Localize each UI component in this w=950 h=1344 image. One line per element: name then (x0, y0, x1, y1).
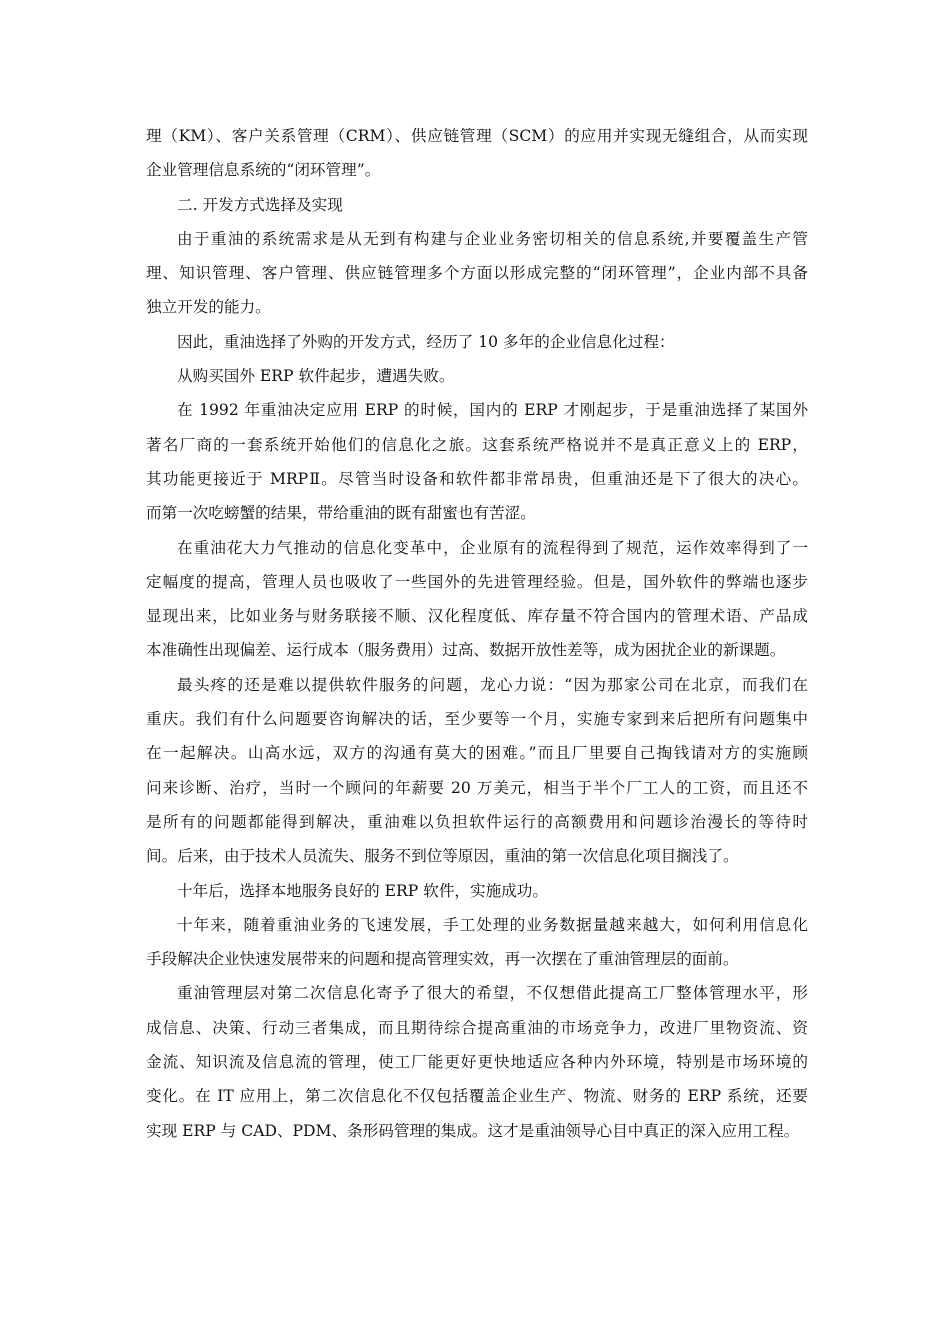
text-line: 而第一次吃螃蟹的结果，带给重油的既有甜蜜也有苦涩。 (146, 504, 536, 523)
text-line: 本准确性出现偏差、运行成本（服务费用）过高、数据开放性差等，成为困扰企业的新课题。 (146, 641, 786, 660)
text-line: 金流、知识流及信息流的管理，使工厂能更好更快地适应各种内外环境，特别是市场环境的 (146, 1053, 808, 1072)
text-line: 在一起解决。山高水远，双方的沟通有莫大的困难。”而且厂里要自己掏钱请对方的实施顾 (146, 744, 808, 763)
paragraph-p3 (146, 325, 808, 359)
text-line: 十年后，选择本地服务良好的 ERP 软件，实施成功。 (177, 881, 548, 900)
text-line: 重油管理层对第二次信息化寄予了很大的希望，不仅想借此提高工厂整体管理水平，形 (177, 984, 808, 1003)
text-line: 其功能更接近于 MRPⅡ。尽管当时设备和软件都非常昂贵，但重油还是下了很大的决心。 (146, 469, 808, 488)
text-line: 由于重油的系统需求是从无到有构建与企业业务密切相关的信息系统,并要覆盖生产管 (177, 229, 808, 248)
text-line: 成信息、决策、行动三者集成，而且期待综合提高重油的市场竞争力，改进厂里物资流、资 (146, 1018, 808, 1037)
text-line: 手段解决企业快速发展带来的问题和提高管理实效，再一次摆在了重油管理层的面前。 (146, 950, 739, 969)
text-line: 企业管理信息系统的“闭环管理”。 (146, 161, 381, 180)
paragraph-p2 (146, 222, 808, 325)
paragraph-p4 (146, 359, 808, 393)
text-line: 著名厂商的一套系统开始他们的信息化之旅。这套系统严格说并不是真正意义上的 ERP， (146, 435, 808, 454)
text-line: 理、知识管理、客户管理、供应链管理多个方面以形成完整的“闭环管理”，企业内部不具备 (146, 264, 808, 283)
text-line: 是所有的问题都能得到解决，重油难以负担软件运行的高额费用和问题诊治漫长的等待时 (146, 812, 808, 831)
text-line: 独立开发的能力。 (146, 298, 271, 317)
paragraph-p8 (146, 874, 808, 908)
document-page (146, 119, 808, 1148)
text-line: 从购买国外 ERP 软件起步，遭遇失败。 (177, 367, 455, 386)
text-line: 重庆。我们有什么问题要咨询解决的话，至少要等一个月，实施专家到来后把所有问题集中 (146, 710, 808, 729)
paragraph-p7 (146, 668, 808, 874)
text-line: 在重油花大力气推动的信息化变革中，企业原有的流程得到了规范，运作效率得到了一 (177, 538, 808, 557)
text-line: 十年来，随着重油业务的飞速发展，手工处理的业务数据量越来越大，如何利用信息化 (177, 915, 808, 934)
paragraph-p10 (146, 976, 808, 1147)
text-line: 变化。在 IT 应用上，第二次信息化不仅包括覆盖企业生产、物流、财务的 ERP 系统，还要 (146, 1087, 808, 1106)
text-line: 理（KM）、客户关系管理（CRM）、供应链管理（SCM）的应用并实现无缝组合，从而实现 (146, 127, 808, 145)
paragraph-p6 (146, 531, 808, 668)
text-line: 问来诊断、治疗，当时一个顾问的年薪要 20 万美元，相当于半个厂工人的工资，而且还不 (146, 778, 808, 797)
text-line: 定幅度的提高，管理人员也吸收了一些国外的先进管理经验。但是，国外软件的弊端也逐步 (146, 572, 808, 591)
paragraph-p1 (146, 119, 808, 188)
section-heading (146, 188, 808, 222)
text-line: 在 1992 年重油决定应用 ERP 的时候，国内的 ERP 才刚起步，于是重油选择了某国外 (177, 401, 808, 420)
text-line: 实现 ERP 与 CAD、PDM、条形码管理的集成。这才是重油领导心目中真正的深入应用工程。 (146, 1121, 800, 1140)
text-line: 最头疼的还是难以提供软件服务的问题，龙心力说：“因为那家公司在北京，而我们在 (177, 675, 808, 694)
heading-text: 二. 开发方式选择及实现 (177, 195, 343, 214)
text-line: 间。后来，由于技术人员流失、服务不到位等原因，重油的第一次信息化项目搁浅了。 (146, 847, 739, 866)
text-line: 显现出来，比如业务与财务联接不顺、汉化程度低、库存量不符合国内的管理术语、产品成 (146, 607, 808, 626)
text-line: 因此，重油选择了外购的开发方式，经历了 10 多年的企业信息化过程： (177, 332, 675, 351)
paragraph-p9 (146, 908, 808, 977)
paragraph-p5 (146, 393, 808, 530)
